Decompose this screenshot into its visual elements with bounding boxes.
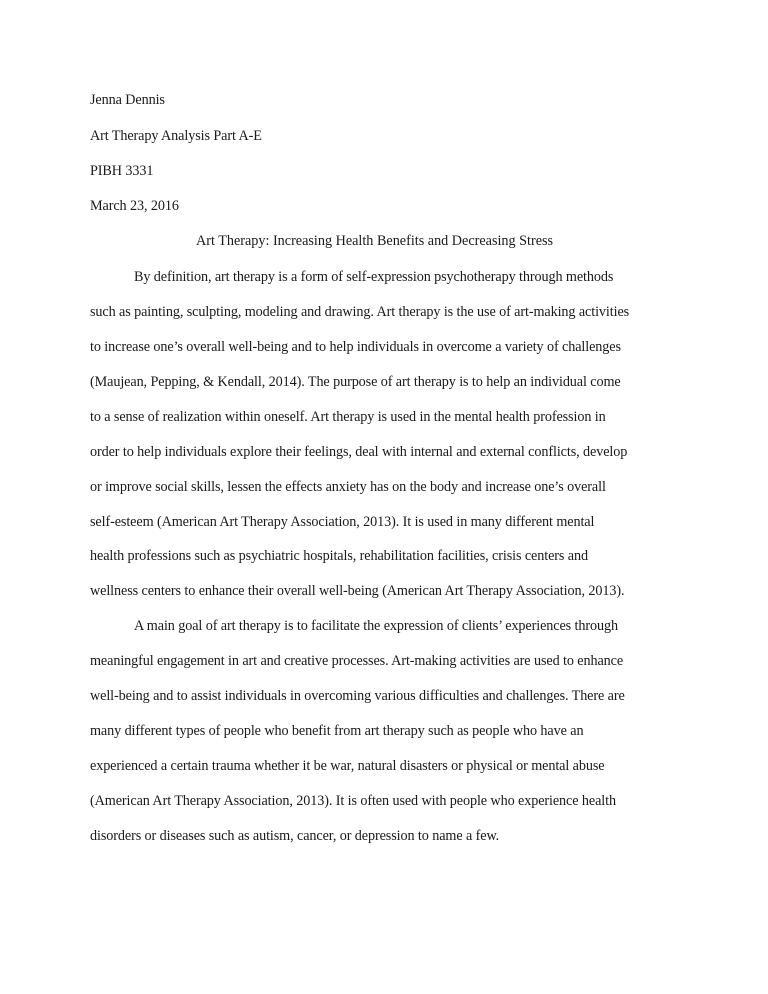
paragraph-1-line: to increase one’s overall well-being and to help individuals in overcome a variety of challenges — [90, 339, 621, 355]
paragraph-2-line: meaningful engagement in art and creative processes. Art-making activities are used to enhance — [90, 653, 624, 669]
paragraph-1-line: to a sense of realization within oneself. Art therapy is used in the mental health profession in — [90, 409, 606, 425]
essay-title: Art Therapy: Increasing Health Benefits and Decreasing Stress — [196, 233, 554, 249]
paragraph-1-line: By definition, art therapy is a form of self-expression psychotherapy through methods — [134, 269, 614, 285]
paragraph-1-line: or improve social skills, lessen the effects anxiety has on the body and increase one’s overall — [90, 479, 606, 495]
paragraph-1-line: health professions such as psychiatric hospitals, rehabilitation facilities, crisis centers and — [90, 548, 588, 564]
paragraph-2-line: (American Art Therapy Association, 2013). It is often used with people who experience health — [90, 793, 616, 809]
paragraph-1-line: wellness centers to enhance their overall well-being (American Art Therapy Association, 2013). — [90, 583, 625, 599]
assignment-title: Art Therapy Analysis Part A-E — [90, 128, 262, 144]
document-date: March 23, 2016 — [90, 198, 179, 214]
paragraph-1-line: such as painting, sculpting, modeling and drawing. Art therapy is the use of art-making activities — [90, 304, 630, 320]
paragraph-2-line: disorders or diseases such as autism, cancer, or depression to name a few. — [90, 828, 500, 844]
paragraph-2-line: many different types of people who benefit from art therapy such as people who have an — [90, 723, 584, 739]
paragraph-2-line: experienced a certain trauma whether it be war, natural disasters or physical or mental abuse — [90, 758, 605, 774]
paragraph-1-line: self-esteem (American Art Therapy Association, 2013). It is used in many different mental — [90, 514, 595, 530]
author-name: Jenna Dennis — [90, 92, 165, 108]
course-code: PIBH 3331 — [90, 163, 154, 179]
paragraph-2-line: A main goal of art therapy is to facilitate the expression of clients’ experiences through — [134, 618, 618, 634]
paragraph-1-line: order to help individuals explore their feelings, deal with internal and external conflicts, develop — [90, 444, 628, 460]
paragraph-1-line: (Maujean, Pepping, & Kendall, 2014). The purpose of art therapy is to help an individual come — [90, 374, 621, 390]
paragraph-2-line: well-being and to assist individuals in overcoming various difficulties and challenges. There are — [90, 688, 625, 704]
